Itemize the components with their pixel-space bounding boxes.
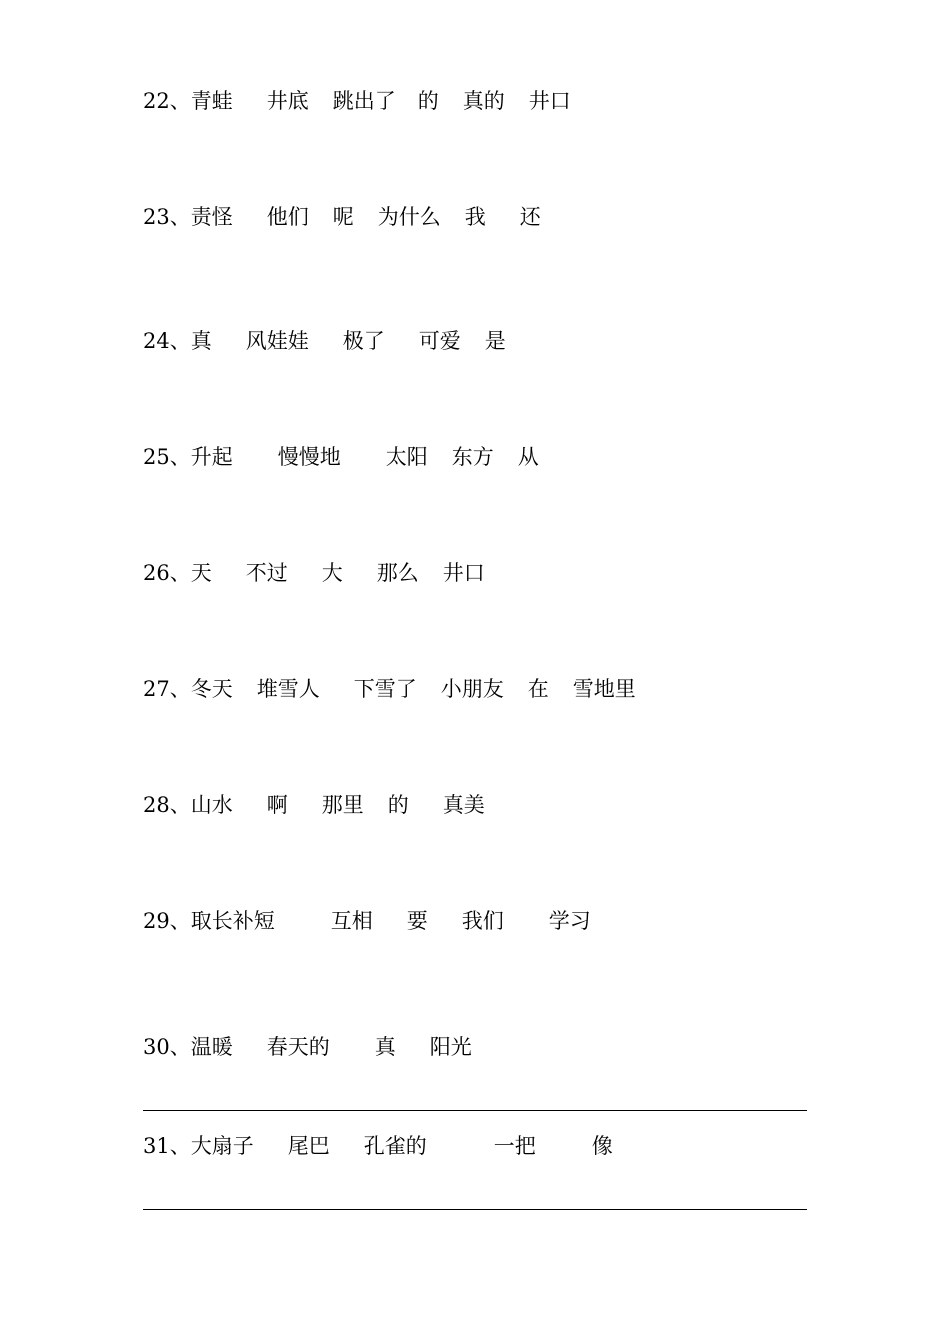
word: 一把 <box>493 1134 536 1158</box>
word: 的 <box>387 793 409 817</box>
word: 那么 <box>376 561 419 585</box>
word: 真的 <box>462 89 505 113</box>
word: 极了 <box>342 329 385 353</box>
word: 是 <box>484 329 506 353</box>
word: 从 <box>517 445 539 469</box>
question-28 <box>143 790 485 820</box>
word: 我 <box>464 205 486 229</box>
question-number: 27、 <box>143 677 191 701</box>
word: 升起 <box>190 445 233 469</box>
question-29 <box>143 906 591 936</box>
question-number: 23、 <box>143 205 191 229</box>
question-number: 31、 <box>143 1134 191 1158</box>
word: 为什么 <box>377 205 441 229</box>
question-27 <box>143 674 636 704</box>
word: 井底 <box>266 89 309 113</box>
answer-line <box>143 1110 807 1111</box>
question-number: 29、 <box>143 909 191 933</box>
question-26 <box>143 558 485 588</box>
word: 要 <box>406 909 428 933</box>
word: 尾巴 <box>287 1134 330 1158</box>
word: 下雪了 <box>353 677 417 701</box>
question-22 <box>143 86 571 116</box>
word: 像 <box>591 1134 613 1158</box>
word: 阳光 <box>429 1035 472 1059</box>
answer-line <box>143 1209 807 1210</box>
word: 孔雀的 <box>363 1134 427 1158</box>
word: 的 <box>417 89 439 113</box>
word: 青蛙 <box>190 89 233 113</box>
word: 呢 <box>332 205 354 229</box>
word: 冬天 <box>190 677 233 701</box>
word: 互相 <box>330 909 373 933</box>
word: 井口 <box>528 89 571 113</box>
word: 真美 <box>442 793 485 817</box>
question-23 <box>143 202 541 232</box>
word: 春天的 <box>266 1035 330 1059</box>
word: 山水 <box>190 793 233 817</box>
question-number: 26、 <box>143 561 191 585</box>
question-30 <box>143 1032 472 1062</box>
word: 我们 <box>461 909 504 933</box>
question-number: 30、 <box>143 1035 191 1059</box>
question-number: 22、 <box>143 89 191 113</box>
word: 责怪 <box>190 205 233 229</box>
word: 可爱 <box>418 329 461 353</box>
word: 东方 <box>451 445 494 469</box>
word: 雪地里 <box>572 677 636 701</box>
word: 风娃娃 <box>245 329 309 353</box>
question-24 <box>143 326 506 356</box>
question-25 <box>143 442 539 472</box>
word: 还 <box>519 205 541 229</box>
question-number: 28、 <box>143 793 191 817</box>
word: 太阳 <box>385 445 428 469</box>
word: 温暖 <box>190 1035 233 1059</box>
word: 大 <box>321 561 343 585</box>
word: 学习 <box>548 909 591 933</box>
word: 啊 <box>266 793 288 817</box>
word: 天 <box>190 561 212 585</box>
word: 不过 <box>245 561 288 585</box>
question-31 <box>143 1131 613 1161</box>
word: 取长补短 <box>190 909 275 933</box>
word: 真 <box>374 1035 396 1059</box>
word: 真 <box>190 329 212 353</box>
question-number: 24、 <box>143 329 191 353</box>
word: 堆雪人 <box>256 677 320 701</box>
word: 大扇子 <box>190 1134 254 1158</box>
word: 慢慢地 <box>277 445 341 469</box>
word: 小朋友 <box>440 677 504 701</box>
word: 跳出了 <box>332 89 396 113</box>
word: 他们 <box>266 205 309 229</box>
word: 那里 <box>321 793 364 817</box>
word: 在 <box>527 677 549 701</box>
question-number: 25、 <box>143 445 191 469</box>
word: 井口 <box>442 561 485 585</box>
